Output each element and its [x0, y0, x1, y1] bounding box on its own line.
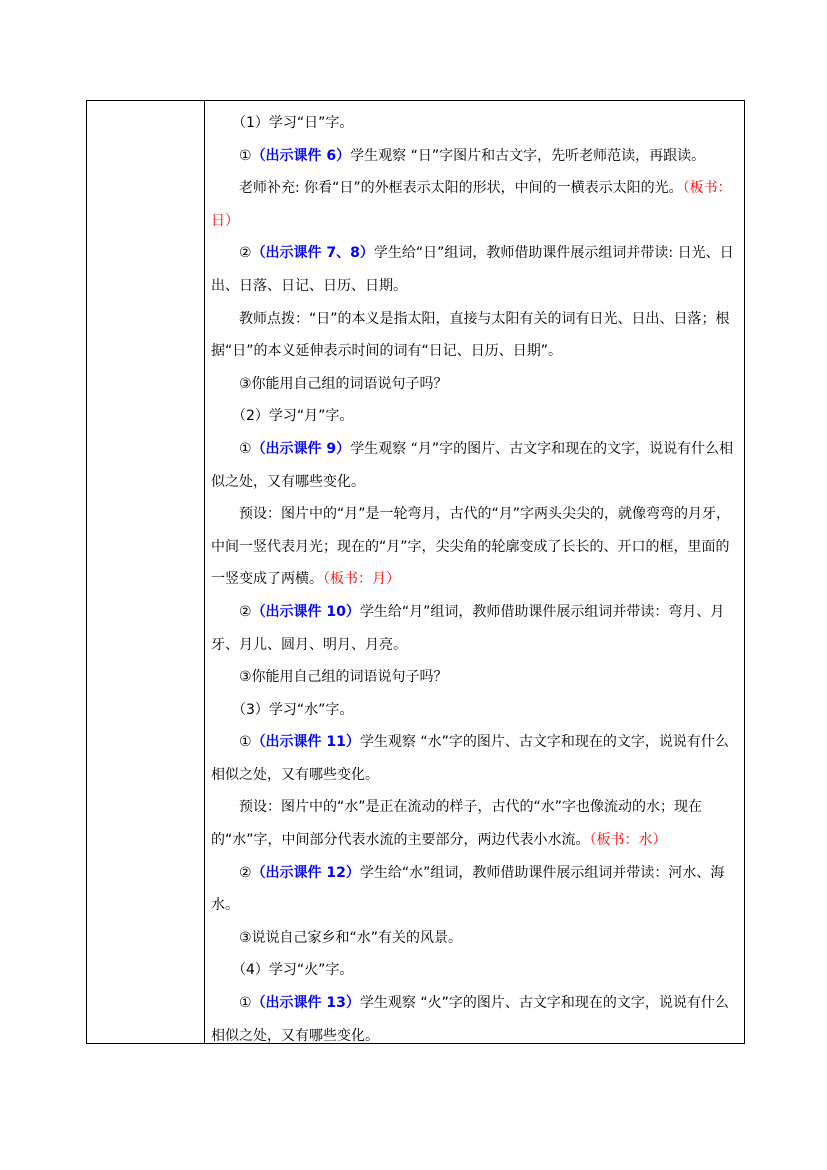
paragraph-text: 预设：图片中的“水”是正在流动的样子，古代的“水”字也像流动的水；现在的“水”字，中间部分代表水流的主要部分，两边代表小水流。: [211, 799, 703, 849]
step-marker: ①: [239, 147, 252, 164]
board-note: （板书：水）: [589, 832, 667, 849]
courseware-tag: （出示课件 9）: [251, 440, 351, 457]
paragraph-text: 学生给“水”组词，教师借助课件展示组词并带读：河水、海水。: [211, 864, 725, 914]
step-marker: ①: [239, 995, 252, 1012]
paragraph-text: 学生观察 “火”字的图片、古文字和现在的文字，说说有什么相似之处，又有哪些变化。: [211, 995, 729, 1044]
paragraph-text: 学生观察 “水”字的图片、古文字和现在的文字，说说有什么相似之处，又有哪些变化。: [211, 734, 729, 783]
paragraph: [211, 303, 741, 368]
paragraph: [211, 922, 741, 955]
paragraph-text: ③你能用自己组的词语说句子吗？: [239, 375, 448, 392]
paragraph: [211, 172, 741, 237]
step-marker: ①: [239, 440, 252, 457]
paragraph-text: 教师点拨：“日”的本义是指太阳，直接与太阳有关的词有日光、日出、日落；根据“日”的本义延伸表示时间的词有“日记、日历、日期”。: [211, 310, 730, 360]
paragraph-text: 学生观察 “月”字的图片、古文字和现在的文字，说说有什么相似之处，又有哪些变化。: [211, 440, 734, 490]
paragraph: [211, 857, 741, 922]
paragraph: [211, 661, 741, 694]
step-marker: ②: [239, 864, 252, 881]
step-marker: ②: [239, 245, 252, 262]
paragraph-text: 学生给“月”组词，教师借助课件展示组词并带读：弯月、月牙、月儿、圆月、明月、月亮。: [211, 603, 725, 653]
paragraph: [211, 987, 741, 1052]
paragraph: [211, 140, 741, 173]
courseware-tag: （出示课件 13）: [251, 995, 360, 1012]
section-heading-yue: （2）学习“月”字。: [232, 408, 354, 425]
paragraph-text: 老师补充: 你看“日”的外框表示太阳的形状，中间的一横表示太阳的光。: [239, 180, 683, 197]
board-note: （板书：月）: [323, 571, 400, 588]
left-column-cell: [87, 101, 205, 1043]
step-marker: ②: [239, 603, 252, 620]
paragraph: [211, 433, 741, 498]
paragraph-text: 预设：图片中的“月”是一轮弯月，古代的“月”字两头尖尖的，就像弯弯的月牙，中间一竖代表月光；现在的“月”字，尖尖角的轮廓变成了长长的、开口的框，里面的一竖变成了两横。: [211, 506, 731, 588]
paragraph: [211, 726, 741, 791]
courseware-tag: （出示课件 10）: [251, 603, 360, 620]
section-heading-ri: （1）学习“日”字。: [232, 115, 354, 131]
lesson-content-cell: [211, 107, 741, 1052]
paragraph-text: 学生观察 “日”字图片和古文字，先听老师范读，再跟读。: [350, 147, 706, 164]
step-marker: ①: [239, 734, 252, 751]
board-note: （板书：日）: [211, 180, 732, 229]
courseware-tag: （出示课件 6）: [251, 147, 351, 164]
courseware-tag: （出示课件 11）: [251, 734, 360, 751]
paragraph: [211, 791, 741, 856]
paragraph-text: 学生给“日”组词，教师借助课件展示组词并带读: 日光、日出、日落、日记、日历、日期。: [211, 245, 734, 294]
paragraph: [211, 368, 741, 401]
paragraph-text: ③你能用自己组的词语说句子吗？: [239, 669, 448, 686]
section-heading-huo: （4）学习“火”字。: [232, 962, 354, 979]
courseware-tag: （出示课件 7、8）: [251, 245, 374, 262]
section-heading-shui: （3）学习“水”字。: [232, 701, 354, 718]
paragraph: [211, 498, 741, 596]
paragraph: [211, 237, 741, 302]
paragraph: [211, 596, 741, 661]
paragraph-text: ③说说自己家乡和“水”有关的风景。: [239, 929, 463, 946]
courseware-tag: （出示课件 12）: [251, 864, 360, 881]
lesson-table: [86, 100, 745, 1044]
